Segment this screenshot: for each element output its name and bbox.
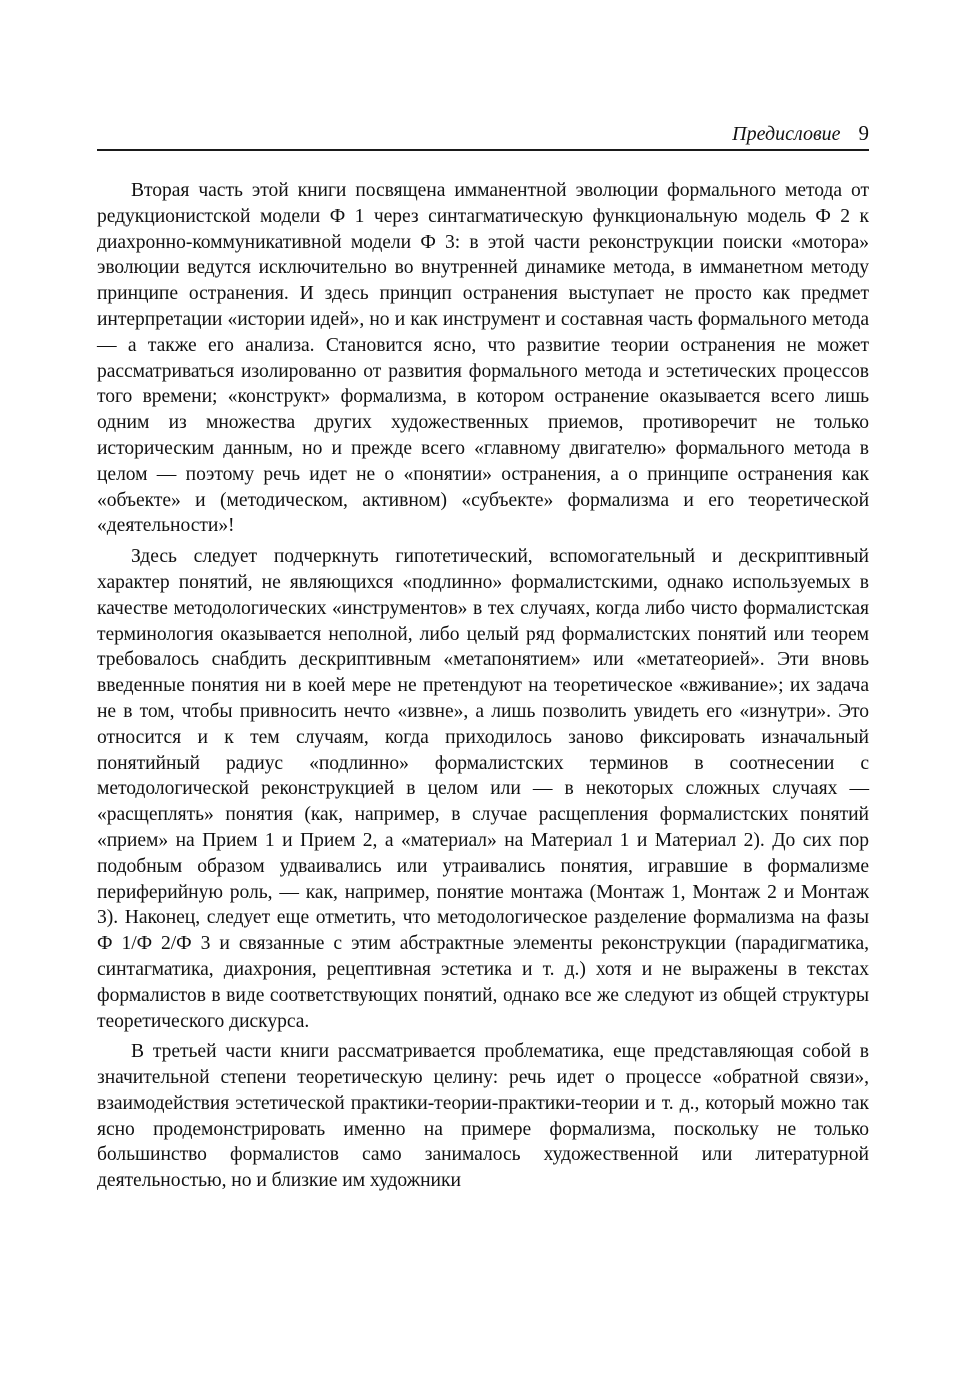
paragraph-1: Вторая часть этой книги посвящена имманентной эволюции формального метода от редукционистской модели Ф 1 через синтагматическую функциональную модель Ф 2 к диахронно-коммуникативной модели Ф 3: в этой части реконструкции поиски «мотора» эволюции ведутся исключительно во внутренней динамике метода, в имманетном методу принципе остранения. И здесь принцип остранения выступает не просто как предмет интерпретации «истории идей», но и как инструмент и составная часть формального метода — а также его анализа. Становится ясно, что развитие теории остранения не может рассматриваться изолированно от развития формального метода и эстетических процессов того времени; «конструкт» формализма, в котором остранение оказывается всего лишь одним из множества других художественных приемов, противоречит не только историческим данным, но и прежде всего «главному двигателю» формального метода в целом — поэтому речь идет не о «понятии» остранения, а о принципе остранения как «объекте» и (методическом, активном) «субъекте» формализма и его теоретической «деятельности»! xyxy=(97,180,869,537)
running-header xyxy=(97,121,869,151)
page-number: 9 xyxy=(858,121,869,145)
paragraph-2: Здесь следует подчеркнуть гипотетический, вспомогательный и дескриптивный характер понятий, не являющихся «подлинно» формалистскими, однако используемых в качестве методологических «инструментов» в тех случаях, когда либо чисто формалистская терминология оказывается неполной, либо целый ряд формалистских понятий или теорем требовалось снабдить дескриптивным «метапонятием» или «метатеорией». Эти вновь введенные понятия ни в коей мере не претендуют на теоретическое «вживание»; их задача не в том, чтобы привносить нечто «извне», а лишь позволить увидеть его «изнутри». Это относится и к тем случаям, когда приходилось заново фиксировать изначальный понятийный радиус «подлинно» формалистских терминов в соотнесении с методологической реконструкцией в целом или — в некоторых сложных случаях — «расщеплять» понятия (как, например, в случае расщепления формалистских понятий «прием» на Прием 1 и Прием 2, а «материал» на Материал 1 и Материал 2). До сих пор подобным образом удваивались или утраивались понятия, игравшие в формализме периферийную роль, — как, например, понятие монтажа (Монтаж 1, Монтаж 2 и Монтаж 3). Наконец, следует еще отметить, что методологическое разделение формализма на фазы Ф 1/Ф 2/Ф 3 и связанные с этим абстрактные элементы реконструкции (парадигматика, синтагматика, диахрония, рецептивная эстетика и т. д.) хотя и не выражены в текстах формалистов в виде соответствующих понятий, однако все же следуют из общей структуры теоретического дискурса. xyxy=(97,546,869,1032)
paragraph-3: В третьей части книги рассматривается проблематика, еще представляющая собой в значительной степени теоретическую целину: речь идет о процессе «обратной связи», взаимодействия эстетической практики-теории-практики-теории и т. д., который можно так ясно продемонстрировать именно на примере формализма, поскольку не только большинство формалистов само занималось художественной или литературной деятельностью, но и близкие им художники xyxy=(97,1041,869,1192)
body-text xyxy=(97,178,869,1199)
running-title: Предисловие xyxy=(732,123,841,145)
